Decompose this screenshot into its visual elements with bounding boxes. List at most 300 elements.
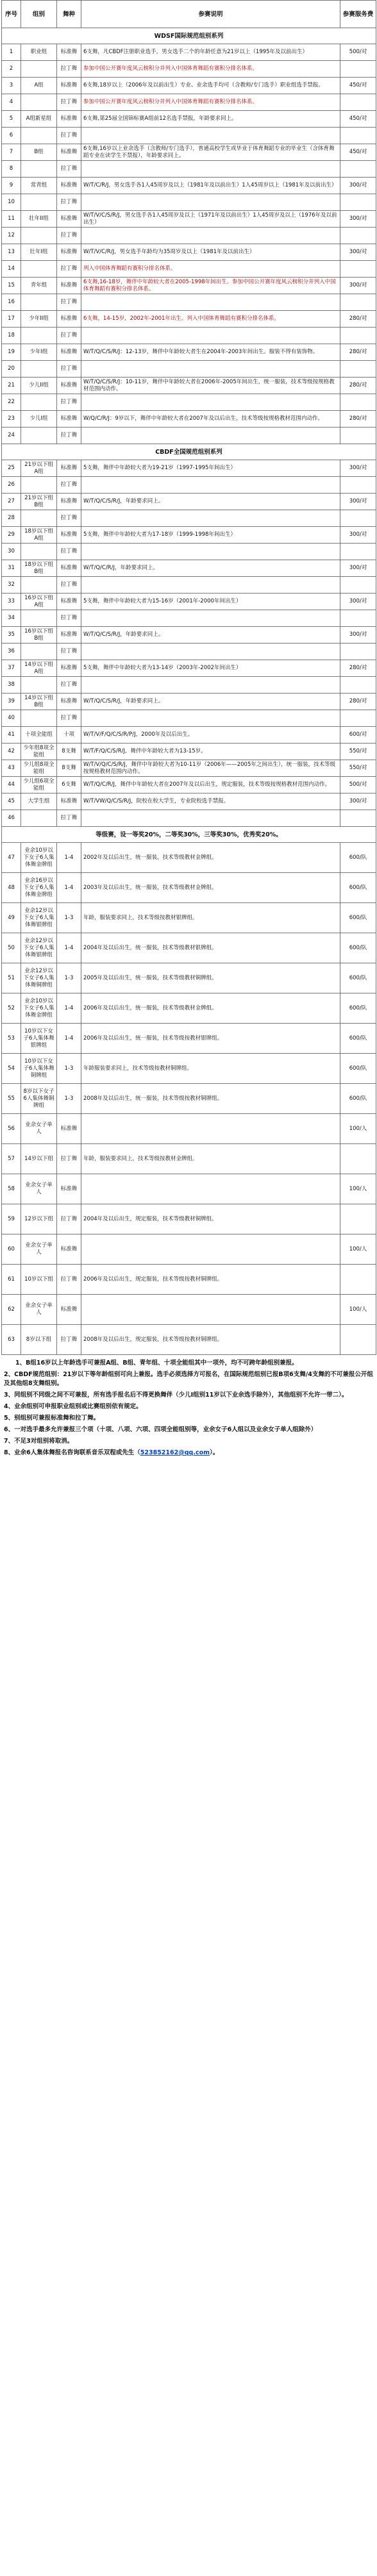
row-desc [81, 361, 340, 378]
row-no: 41 [2, 727, 21, 744]
row-no: 8 [2, 161, 21, 178]
row-style: 拉丁舞 [57, 1325, 81, 1355]
row-style: 标准舞 [57, 111, 81, 128]
row-style: 标准舞 [57, 1234, 81, 1265]
row-desc: 年龄，服装要求同上，技术等级按教材金牌组。 [81, 1144, 340, 1174]
table-row [2, 460, 376, 477]
row-desc: 列入中国体育舞蹈有赛积分排名体系。 [81, 261, 340, 278]
row-desc: W/T/V/Q/C/S/R/J，舞伴中年龄较大者为10-11岁（2006年——2005年之间出生），统一服装，技术等级按规格教材范围内动作。 [81, 760, 340, 777]
row-fee [340, 294, 376, 311]
row-style: 1-3 [57, 963, 81, 993]
row-no: 59 [2, 1204, 21, 1234]
header-no: 序号 [2, 1, 21, 28]
row-group: 21岁以下组A组 [21, 460, 57, 477]
row-desc [81, 328, 340, 344]
row-desc: 6支舞,16岁以上业余选手（含教师/专门选手），普通高校学生或毕业于体育舞蹈专业的毕业生（含体育舞蹈专业在读学生不禁报），年龄要求同上。 [81, 144, 340, 161]
wdsf-section [2, 28, 376, 444]
row-group [21, 677, 57, 694]
row-style: 拉丁舞 [57, 261, 81, 278]
row-fee [340, 361, 376, 378]
row-no: 30 [2, 544, 21, 560]
row-style: 标准舞 [57, 627, 81, 644]
row-desc: 参加中国公开赛年度风云榜积分并列入中国体育舞蹈有赛积分排名体系。 [81, 94, 340, 111]
row-fee [340, 128, 376, 144]
table-row [2, 294, 376, 311]
row-group [21, 710, 57, 727]
row-style: 标准舞 [57, 211, 81, 228]
row-fee [340, 644, 376, 660]
row-group [21, 128, 57, 144]
row-group [21, 477, 57, 494]
row-style: 拉丁舞 [57, 94, 81, 111]
row-group [21, 261, 57, 278]
table-row [2, 527, 376, 544]
cbdf-section [2, 444, 376, 827]
row-no: 22 [2, 394, 21, 411]
row-fee [340, 61, 376, 78]
row-desc [81, 428, 340, 444]
row-style: 拉丁舞 [57, 610, 81, 627]
row-group: 业余12岁以下女子6人集体舞铜牌组 [21, 963, 57, 993]
row-no: 44 [2, 777, 21, 794]
row-desc [81, 394, 340, 411]
table-row [2, 278, 376, 294]
table-row [2, 94, 376, 111]
row-fee: 600/队 [340, 1054, 376, 1084]
row-style: 标准舞 [57, 1174, 81, 1204]
row-group [21, 294, 57, 311]
row-group: 16岁以下组A组 [21, 594, 57, 610]
row-no: 10 [2, 194, 21, 211]
table-header-row [2, 1, 376, 28]
table-row [2, 61, 376, 78]
row-no: 56 [2, 1114, 21, 1144]
table-row [2, 161, 376, 178]
row-desc [81, 544, 340, 560]
level-section [2, 827, 376, 1355]
row-fee [340, 1204, 376, 1234]
row-fee [340, 677, 376, 694]
table-row [2, 361, 376, 378]
row-style: 1-4 [57, 993, 81, 1024]
table-row [2, 810, 376, 827]
row-style: 标准舞 [57, 694, 81, 710]
row-style: 拉丁舞 [57, 194, 81, 211]
row-desc [81, 477, 340, 494]
row-style: 1-4 [57, 1024, 81, 1054]
row-fee: 100/人 [340, 1114, 376, 1144]
row-style: 8支舞 [57, 744, 81, 760]
row-style: 标准舞 [57, 178, 81, 194]
row-group: B组 [21, 144, 57, 161]
row-style: 拉丁舞 [57, 128, 81, 144]
row-group [21, 810, 57, 827]
row-no: 21 [2, 378, 21, 394]
row-group: 业余女子单人 [21, 1295, 57, 1325]
row-desc: 2002年及以后出生，统一服装，技术等级教材金牌组。 [81, 843, 340, 873]
row-no: 33 [2, 594, 21, 610]
row-no: 39 [2, 694, 21, 710]
row-style: 拉丁舞 [57, 1144, 81, 1174]
table-row [2, 194, 376, 211]
row-fee [340, 394, 376, 411]
row-fee [340, 161, 376, 178]
row-desc: 年龄服装要求同上，技术等级按教材铜牌组。 [81, 1054, 340, 1084]
row-group: 21岁以下组B组 [21, 494, 57, 510]
row-fee: 100/人 [340, 1174, 376, 1204]
row-no: 9 [2, 178, 21, 194]
row-desc: 2006年及以后出生，统一服装，技术等级教材金牌组。 [81, 993, 340, 1024]
contact-email-link[interactable]: 523852162@qq.com [140, 1449, 210, 1456]
section-title-wdsf: WDSF国际规范组别系列 [2, 28, 376, 44]
table-row [2, 1054, 376, 1084]
row-no: 25 [2, 460, 21, 477]
table-row [2, 777, 376, 794]
row-no: 37 [2, 660, 21, 677]
row-desc [81, 1295, 340, 1325]
table-row [2, 428, 376, 444]
row-group: 14岁以下组 [21, 1144, 57, 1174]
row-style: 标准舞 [57, 560, 81, 577]
row-desc: 2004年及以后出生，规定服装，技术等级教材铜牌组。 [81, 1204, 340, 1234]
table-row [2, 344, 376, 361]
row-desc: 5支舞，舞伴中年龄较大者为19-21岁（1997-1995年间出生） [81, 460, 340, 477]
row-fee [340, 94, 376, 111]
row-style: 十项 [57, 727, 81, 744]
table-row [2, 477, 376, 494]
table-row [2, 1325, 376, 1355]
table-row [2, 544, 376, 560]
row-style: 1-4 [57, 843, 81, 873]
row-desc [81, 677, 340, 694]
row-desc: 2008年及以后出生，规定服装，技术等级按教材铜牌组。 [81, 1325, 340, 1355]
row-fee: 600/队 [340, 993, 376, 1024]
table-row [2, 494, 376, 510]
row-no: 40 [2, 710, 21, 727]
row-group: 10岁以下组 [21, 1265, 57, 1295]
row-group: 十项全能组 [21, 727, 57, 744]
row-group: 少年I组 [21, 344, 57, 361]
row-desc: 年龄，服装要求同上，技术等级按教材银牌组。 [81, 903, 340, 933]
row-no: 6 [2, 128, 21, 144]
table-row [2, 710, 376, 727]
row-group [21, 94, 57, 111]
row-group: 业余10岁以下女子6人集体舞金牌组 [21, 993, 57, 1024]
row-style: 拉丁舞 [57, 1265, 81, 1295]
row-fee: 300/对 [340, 244, 376, 261]
row-group [21, 228, 57, 244]
row-style: 1-4 [57, 933, 81, 963]
row-no: 50 [2, 933, 21, 963]
row-fee: 600/对 [340, 727, 376, 744]
row-fee [340, 810, 376, 827]
table-row [2, 1024, 376, 1054]
row-group [21, 428, 57, 444]
row-group: 业余12岁以下女子6人集体舞银牌组 [21, 933, 57, 963]
row-no: 26 [2, 477, 21, 494]
table-row [2, 144, 376, 161]
row-group: A组 [21, 78, 57, 94]
row-desc [81, 294, 340, 311]
row-group: 职业组 [21, 44, 57, 61]
row-desc: 6支舞,第25届全国锦标赛A组前12名选手禁报，年龄要求同上。 [81, 111, 340, 128]
table-row [2, 261, 376, 278]
row-fee: 280/对 [340, 311, 376, 328]
row-group: 业余10岁以下女子6人集体舞金牌组 [21, 843, 57, 873]
note-item: 1、B组16岁以上年龄选手可兼报A组、B组、青年组、十项全能组其中一项外，均不可跨年龄组别兼报。 [15, 1359, 298, 1367]
row-fee: 300/对 [340, 560, 376, 577]
row-desc [81, 644, 340, 660]
table-row [2, 610, 376, 627]
table-row [2, 677, 376, 694]
row-no: 18 [2, 328, 21, 344]
table-row [2, 128, 376, 144]
table-row [2, 560, 376, 577]
table-row [2, 510, 376, 527]
row-no: 53 [2, 1024, 21, 1054]
note-item: 4、业余组别可申报职业组别或比赛组别依有规定。 [4, 1403, 142, 1410]
table-row [2, 963, 376, 993]
row-style: 拉丁舞 [57, 61, 81, 78]
row-desc: W/T/VW/Q/C/S/R/J，院校在校大学生，专业院校选手禁报。 [81, 794, 340, 810]
row-no: 42 [2, 744, 21, 760]
row-no: 17 [2, 311, 21, 328]
row-group: 10岁以下女子6人集体舞银牌组 [21, 1024, 57, 1054]
row-fee: 500/对 [340, 44, 376, 61]
row-desc: W/T/V/C/S/R/J，男女选手各1人45周岁及以上（1971年及以前出生）1人45周岁及以上（1976年及以前出生） [81, 211, 340, 228]
row-desc [81, 1174, 340, 1204]
row-group: 16岁以下组B组 [21, 627, 57, 644]
row-group: 大学生组 [21, 794, 57, 810]
row-group: 少儿I组 [21, 411, 57, 428]
row-group [21, 328, 57, 344]
row-group: 青年组 [21, 278, 57, 294]
row-desc: 2006年及以后出生，统一服装，技术等级按教材银牌组。 [81, 1024, 340, 1054]
row-desc: W/Q/C/R/J：9岁以下，舞伴中年龄较大者在2007年及以后出生，技术等级按规格教材范围内动作。 [81, 411, 340, 428]
row-style: 标准舞 [57, 378, 81, 394]
row-fee: 500/对 [340, 777, 376, 794]
row-fee: 550/对 [340, 744, 376, 760]
table-row [2, 627, 376, 644]
row-desc: W/T/Q/C/S/R/J：10-11岁，舞伴中年龄较大者在2006年-2005年间出生，统一服装，技术等级按规格教材范围内动作。 [81, 378, 340, 394]
row-desc [81, 228, 340, 244]
row-group: 少年组8项全能组 [21, 744, 57, 760]
row-desc: W/T/V/C/R/J，男女选手年龄均为35周岁及以上（1981年及以前出生） [81, 244, 340, 261]
row-no: 52 [2, 993, 21, 1024]
row-fee [340, 228, 376, 244]
row-desc [81, 1234, 340, 1265]
note-item: 7、不足3对组别将取消。 [4, 1438, 74, 1445]
row-style: 拉丁舞 [57, 810, 81, 827]
row-fee: 300/对 [340, 211, 376, 228]
notes-block [0, 1355, 377, 1463]
row-style: 标准舞 [57, 278, 81, 294]
row-fee [340, 577, 376, 594]
row-style: 标准舞 [57, 1295, 81, 1325]
row-group: 业余12岁以下女子6人集体舞银牌组 [21, 903, 57, 933]
row-group: 业余16岁以下女子6人集体舞金牌组 [21, 873, 57, 903]
table-row [2, 727, 376, 744]
table-row [2, 1144, 376, 1174]
row-fee: 300/对 [340, 627, 376, 644]
table-row [2, 411, 376, 428]
row-fee: 100/人 [340, 1234, 376, 1265]
row-fee: 600/队 [340, 903, 376, 933]
row-group: 业余女子单人 [21, 1234, 57, 1265]
row-style: 标准舞 [57, 460, 81, 477]
row-style: 拉丁舞 [57, 161, 81, 178]
row-style: 拉丁舞 [57, 228, 81, 244]
row-fee: 450/对 [340, 78, 376, 94]
section-title-cbdf: CBDF全国规范组别系列 [2, 444, 376, 460]
row-fee: 600/队 [340, 1024, 376, 1054]
note-contact-tail: ）。 [210, 1449, 219, 1456]
row-fee: 600/队 [340, 1084, 376, 1114]
row-fee: 300/对 [340, 594, 376, 610]
row-style: 1-3 [57, 1084, 81, 1114]
row-desc: W/T/C/R/J，男女选手各1人45周岁及以上（1981年及以前出生）1人45周岁以上（1981年及以前出生） [81, 178, 340, 194]
row-desc [81, 510, 340, 527]
row-desc: 2004年及以后出生，统一服装，技术等级教材银牌组。 [81, 933, 340, 963]
row-style: 标准舞 [57, 344, 81, 361]
row-fee [340, 544, 376, 560]
row-no: 19 [2, 344, 21, 361]
row-fee: 280/对 [340, 694, 376, 710]
table-row [2, 843, 376, 873]
row-style: 拉丁舞 [57, 477, 81, 494]
note-item: 5、别组别可兼报标准舞和拉丁舞。 [4, 1415, 100, 1422]
row-desc: 5支舞，舞伴中年龄较大者为13-14岁（2003年-2002年间出生） [81, 660, 340, 677]
row-no: 47 [2, 843, 21, 873]
note-item: 6、一对选手最多允许兼报三个项（十项、八项、六项、四项全能组别等，业余女子6人组以及业余女子单人组除外） [4, 1426, 317, 1433]
table-row [2, 211, 376, 228]
row-fee [340, 261, 376, 278]
note-item: 3、同组别不同级之间不可兼报，所有选手报名后不得更换舞伴（少儿I组别11岁以下业余选手除外），其他组别不允许一带二）。 [4, 1392, 348, 1399]
row-style: 8支舞 [57, 760, 81, 777]
table-row [2, 1114, 376, 1144]
row-no: 62 [2, 1295, 21, 1325]
row-style: 1-3 [57, 1054, 81, 1084]
table-row [2, 993, 376, 1024]
row-group: 壮年I组 [21, 244, 57, 261]
table-row [2, 1234, 376, 1265]
header-desc: 参赛说明 [81, 1, 340, 28]
row-style: 6支舞 [57, 777, 81, 794]
row-group: 12岁以下组 [21, 1204, 57, 1234]
row-no: 31 [2, 560, 21, 577]
row-group: 14岁以下组B组 [21, 694, 57, 710]
row-fee [340, 1265, 376, 1295]
table-row [2, 1265, 376, 1295]
row-desc: W/T/Q/C/R/J，年龄要求同上。 [81, 560, 340, 577]
row-no: 34 [2, 610, 21, 627]
row-fee: 300/对 [340, 178, 376, 194]
table-row [2, 111, 376, 128]
row-no: 11 [2, 211, 21, 228]
row-fee: 450/对 [340, 144, 376, 161]
table-row [2, 1295, 376, 1325]
row-no: 15 [2, 278, 21, 294]
row-fee: 550/对 [340, 760, 376, 777]
row-fee: 300/对 [340, 527, 376, 544]
row-group [21, 544, 57, 560]
row-desc: 2008年及以后出生，统一服装，技术等级按教材铜牌组。 [81, 1084, 340, 1114]
row-group: 业余女子单人 [21, 1174, 57, 1204]
table-row [2, 178, 376, 194]
row-desc: W/T/Q/C/R/J，舞伴中年龄较大者在2007年及以后出生，规定服装，技术等级按规格教材范围内动作。 [81, 777, 340, 794]
table-row [2, 873, 376, 903]
row-style: 1-4 [57, 873, 81, 903]
row-fee [340, 428, 376, 444]
row-group [21, 510, 57, 527]
row-no: 4 [2, 94, 21, 111]
note-contact-text: 8、业余6人集体舞报名咨询联系音乐双程或先生 [4, 1449, 135, 1456]
row-group [21, 361, 57, 378]
row-desc [81, 128, 340, 144]
row-style: 标准舞 [57, 311, 81, 328]
row-style: 拉丁舞 [57, 510, 81, 527]
row-fee: 300/对 [340, 794, 376, 810]
row-no: 60 [2, 1234, 21, 1265]
row-style: 标准舞 [57, 594, 81, 610]
row-desc: W/T/Q/C/S/R/J，年龄要求同上。 [81, 627, 340, 644]
row-group: 常青组 [21, 178, 57, 194]
row-no: 28 [2, 510, 21, 527]
note-item: 2、CBDF规范组别：21岁以下等年龄组别可向上兼报。选手必须选择方可报名，在国际规范组别已报B项6支舞/4支舞的不可兼报公开组及其他组8支舞组别。 [4, 1371, 373, 1387]
table-row [2, 311, 376, 328]
row-style: 拉丁舞 [57, 710, 81, 727]
table-row [2, 694, 376, 710]
row-no: 5 [2, 111, 21, 128]
row-group: 18岁以下组B组 [21, 560, 57, 577]
row-style: 标准舞 [57, 144, 81, 161]
row-group: 14岁以下组A组 [21, 660, 57, 677]
row-desc: W/T/V/F/Q/C/S/R/P/J，2000年及以后出生。 [81, 727, 340, 744]
row-group [21, 610, 57, 627]
table-row [2, 794, 376, 810]
row-no: 32 [2, 577, 21, 594]
row-fee: 450/对 [340, 111, 376, 128]
row-fee: 280/对 [340, 660, 376, 677]
row-style: 拉丁舞 [57, 428, 81, 444]
row-no: 58 [2, 1174, 21, 1204]
row-fee [340, 710, 376, 727]
row-desc [81, 161, 340, 178]
row-group: 8岁以下组 [21, 1325, 57, 1355]
row-group: 少儿组8项全能组 [21, 760, 57, 777]
row-group: 18岁以下组A组 [21, 527, 57, 544]
row-desc: 5支舞，舞伴中年龄较大者为17-18岁（1999-1998年间出生） [81, 527, 340, 544]
table-row [2, 933, 376, 963]
row-style: 标准舞 [57, 244, 81, 261]
row-desc: W/T/Q/C/S/R/J，年龄要求同上。 [81, 494, 340, 510]
header-style: 舞种 [57, 1, 81, 28]
row-fee: 100/人 [340, 1295, 376, 1325]
table-row [2, 244, 376, 261]
table-row [2, 903, 376, 933]
row-group [21, 194, 57, 211]
row-no: 45 [2, 794, 21, 810]
row-no: 54 [2, 1054, 21, 1084]
row-no: 48 [2, 873, 21, 903]
row-group: 少儿组6项全能组 [21, 777, 57, 794]
table-row [2, 78, 376, 94]
row-style: 拉丁舞 [57, 1204, 81, 1234]
row-no: 46 [2, 810, 21, 827]
row-desc [81, 710, 340, 727]
row-fee [340, 1325, 376, 1355]
row-no: 24 [2, 428, 21, 444]
